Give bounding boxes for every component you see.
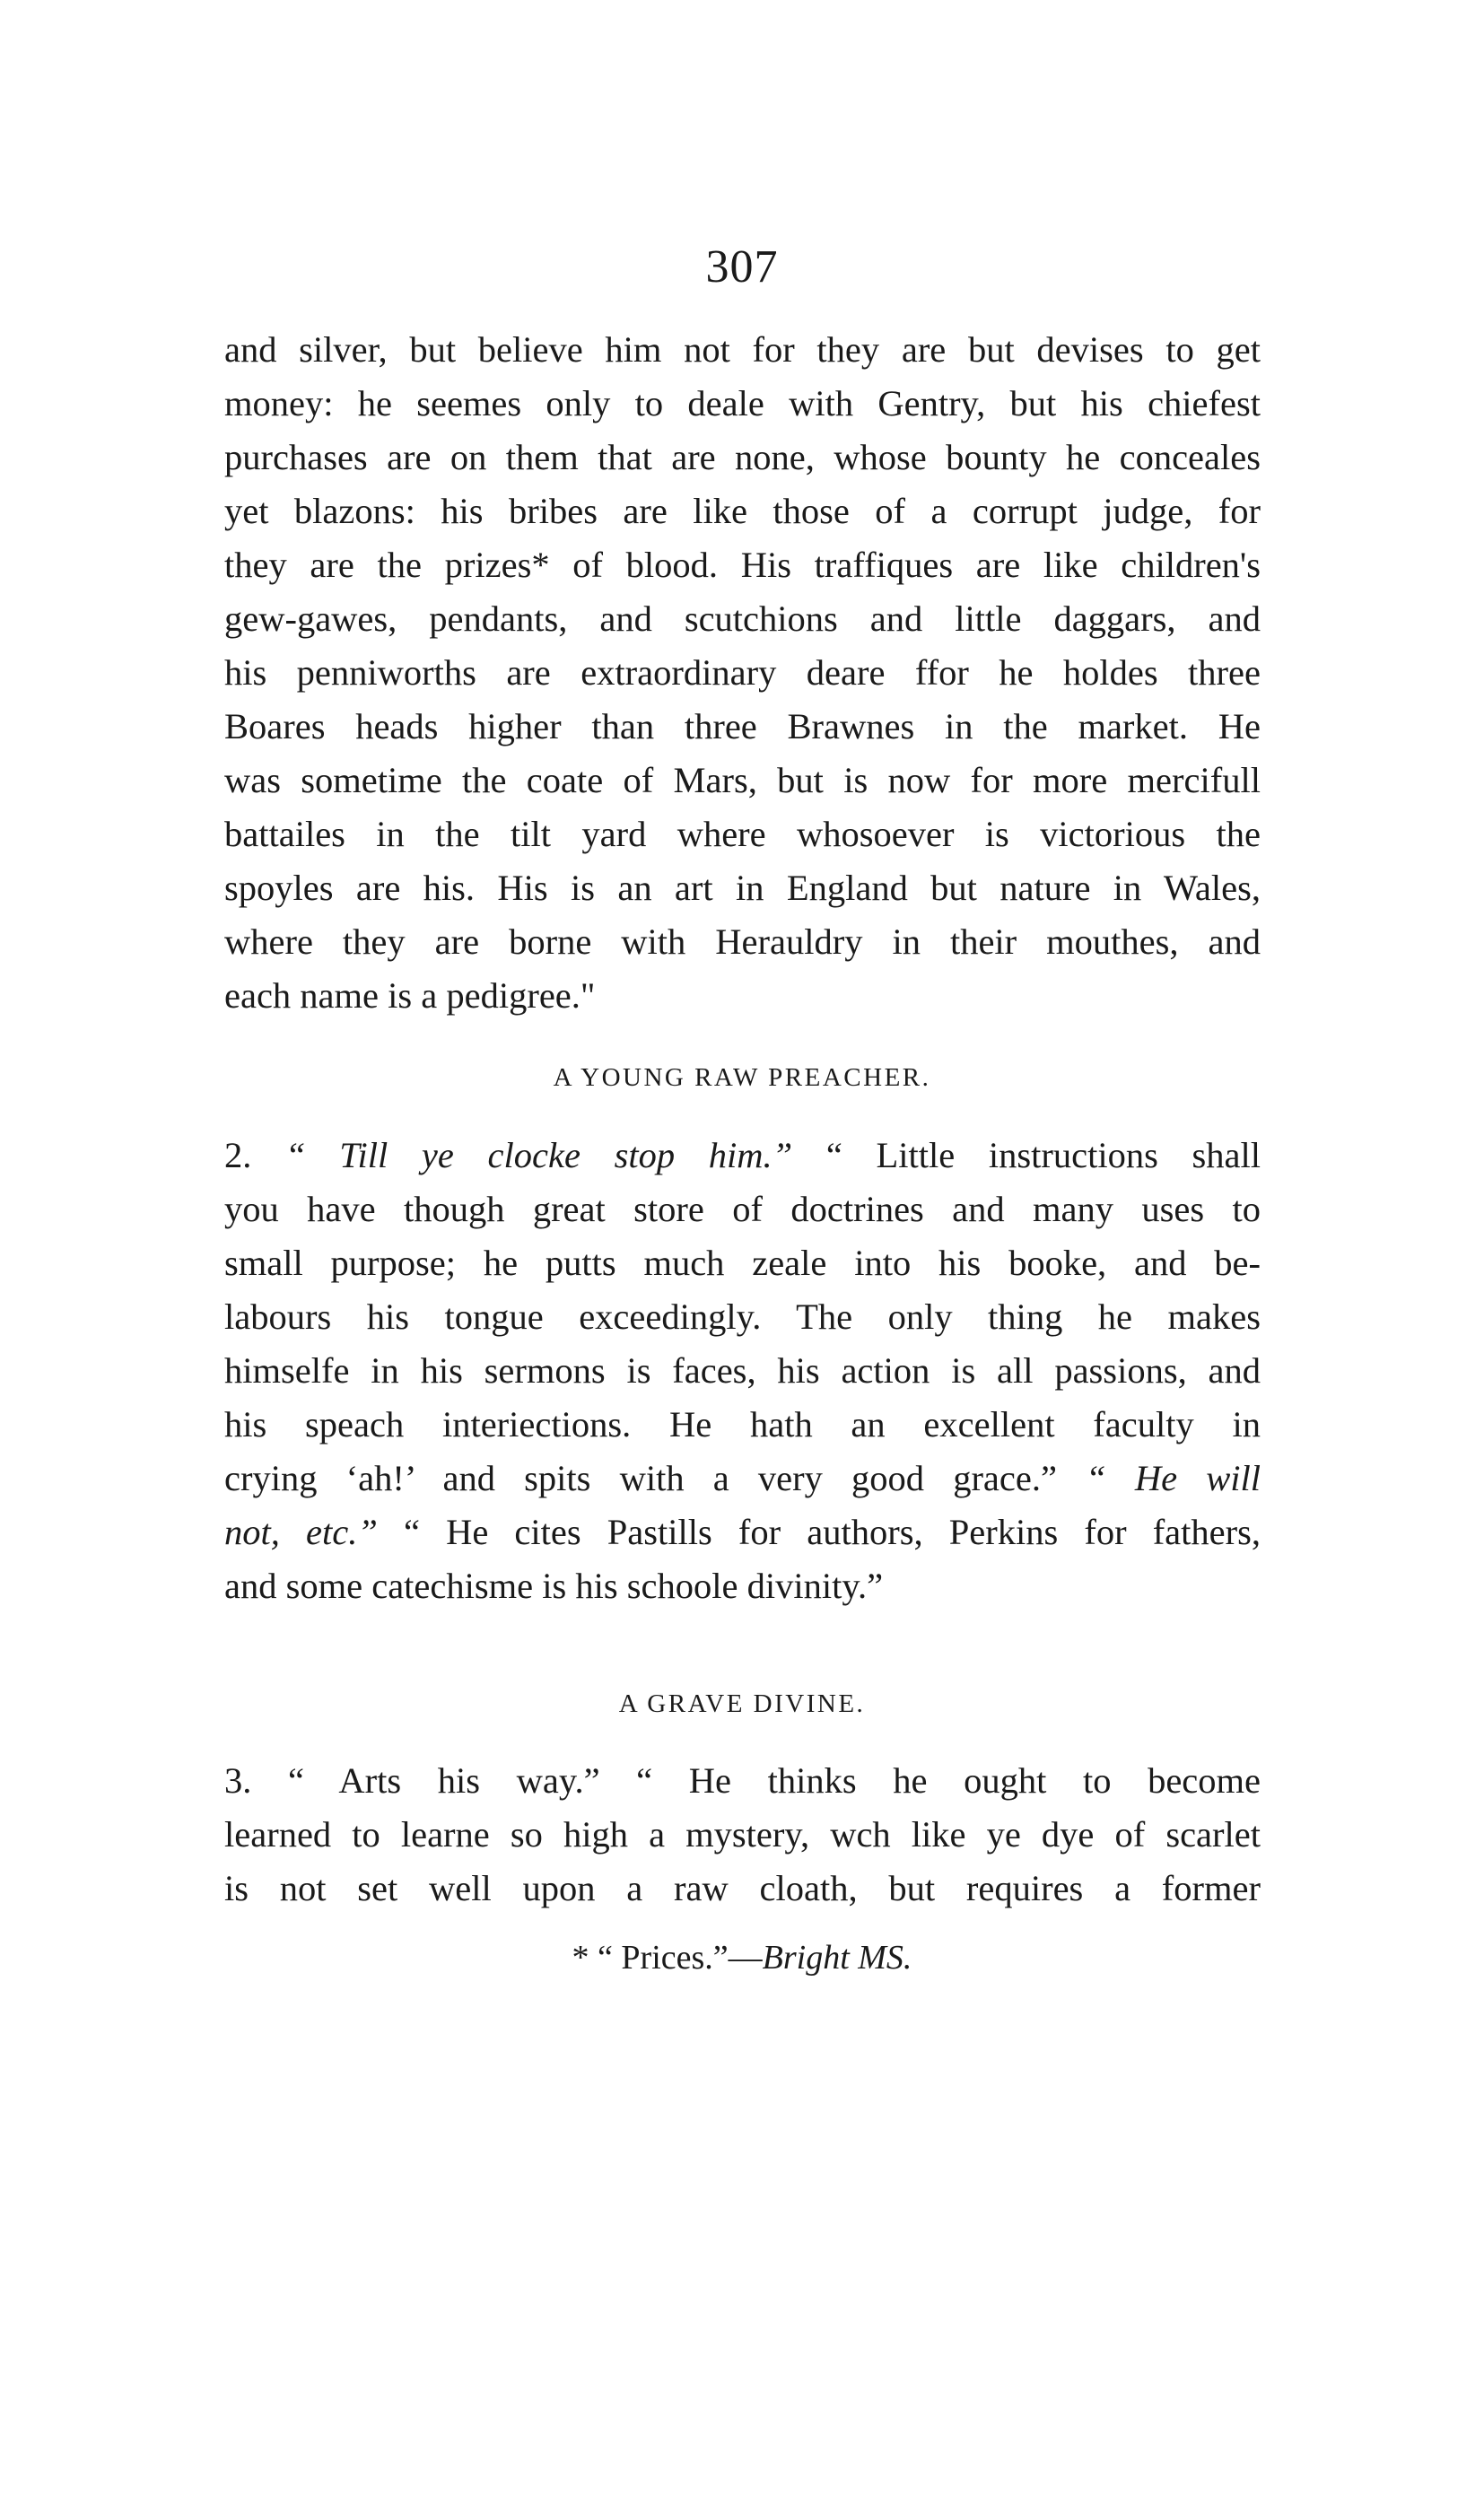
text-line: money: he seemes only to deale with Gentry, but his chiefest	[224, 383, 1261, 423]
continuation-paragraph	[224, 323, 1261, 1023]
section2-paragraph	[224, 1129, 1261, 1613]
text-line	[224, 1129, 1261, 1183]
footnote-text: “ Prices.”—	[598, 1939, 763, 1977]
text-line: yet blazons: his bribes are like those of a corrupt judge, for	[224, 491, 1261, 531]
text-line: 3. “ Arts his way.” “ He thinks he ought to become	[224, 1760, 1261, 1801]
text-line: spoyles are his. His is an art in England but nature in Wales,	[224, 868, 1261, 908]
text-line: small purpose; he putts much zeale into his booke, and be-	[224, 1243, 1261, 1283]
text-fragment: “ Little instructions shall	[825, 1135, 1261, 1175]
text-line: each name is a pedigree."	[224, 975, 596, 1016]
text-line: battailes in the tilt yard where whosoever is victorious the	[224, 814, 1261, 854]
page-number: 307	[705, 241, 779, 292]
text-line: learned to learne so high a mystery, wch like ye dye of scarlet	[224, 1814, 1261, 1855]
text-fragment: crying ‘ah!’ and spits with a very good grace.”	[224, 1458, 1057, 1498]
section3-paragraph	[224, 1754, 1261, 1916]
text-line: you have though great store of doctrines and many uses to	[224, 1189, 1261, 1229]
text-fragment: “ He cites Pastills for authors, Perkins for fathers,	[403, 1512, 1261, 1552]
text-line: gew-gawes, pendants, and scutchions and little daggars, and	[224, 598, 1261, 639]
text-line: himselfe in his sermons is faces, his action is all passions, and	[224, 1350, 1261, 1391]
footnote	[0, 1938, 1484, 1977]
italic-quote: “ He will	[1086, 1458, 1261, 1498]
text-line: Boares heads higher than three Brawnes in the market. He	[224, 706, 1261, 746]
italic-quote: “ Till ye clocke stop him.”	[285, 1135, 793, 1175]
text-line: they are the prizes* of blood. His traffiques are like children's	[224, 545, 1261, 585]
text-line	[224, 1506, 1261, 1559]
section-number: 2.	[224, 1135, 252, 1175]
text-line: was sometime the coate of Mars, but is now for more mercifull	[224, 760, 1261, 800]
footnote-source: Bright MS.	[762, 1939, 912, 1977]
footnote-marker: *	[572, 1939, 589, 1977]
section-heading-grave-divine: A GRAVE DIVINE.	[618, 1689, 866, 1718]
text-line: and silver, but believe him not for they are but devises to get	[224, 329, 1261, 370]
text-line	[224, 1452, 1261, 1506]
text-line: his penniworths are extraordinary deare ffor he holdes three	[224, 652, 1261, 693]
text-line: where they are borne with Herauldry in their mouthes, and	[224, 921, 1261, 962]
text-line: purchases are on them that are none, whose bounty he conceales	[224, 437, 1261, 477]
italic-quote: not, etc.”	[224, 1512, 378, 1552]
text-line: his speach interiections. He hath an excellent faculty in	[224, 1404, 1261, 1445]
text-line: is not set well upon a raw cloath, but requires a former	[224, 1868, 1261, 1908]
section-heading-young-raw-preacher: A YOUNG RAW PREACHER.	[553, 1063, 931, 1092]
text-line: and some catechisme is his schoole divinity.”	[224, 1566, 884, 1606]
text-line: labours his tongue exceedingly. The only thing he makes	[224, 1296, 1261, 1337]
